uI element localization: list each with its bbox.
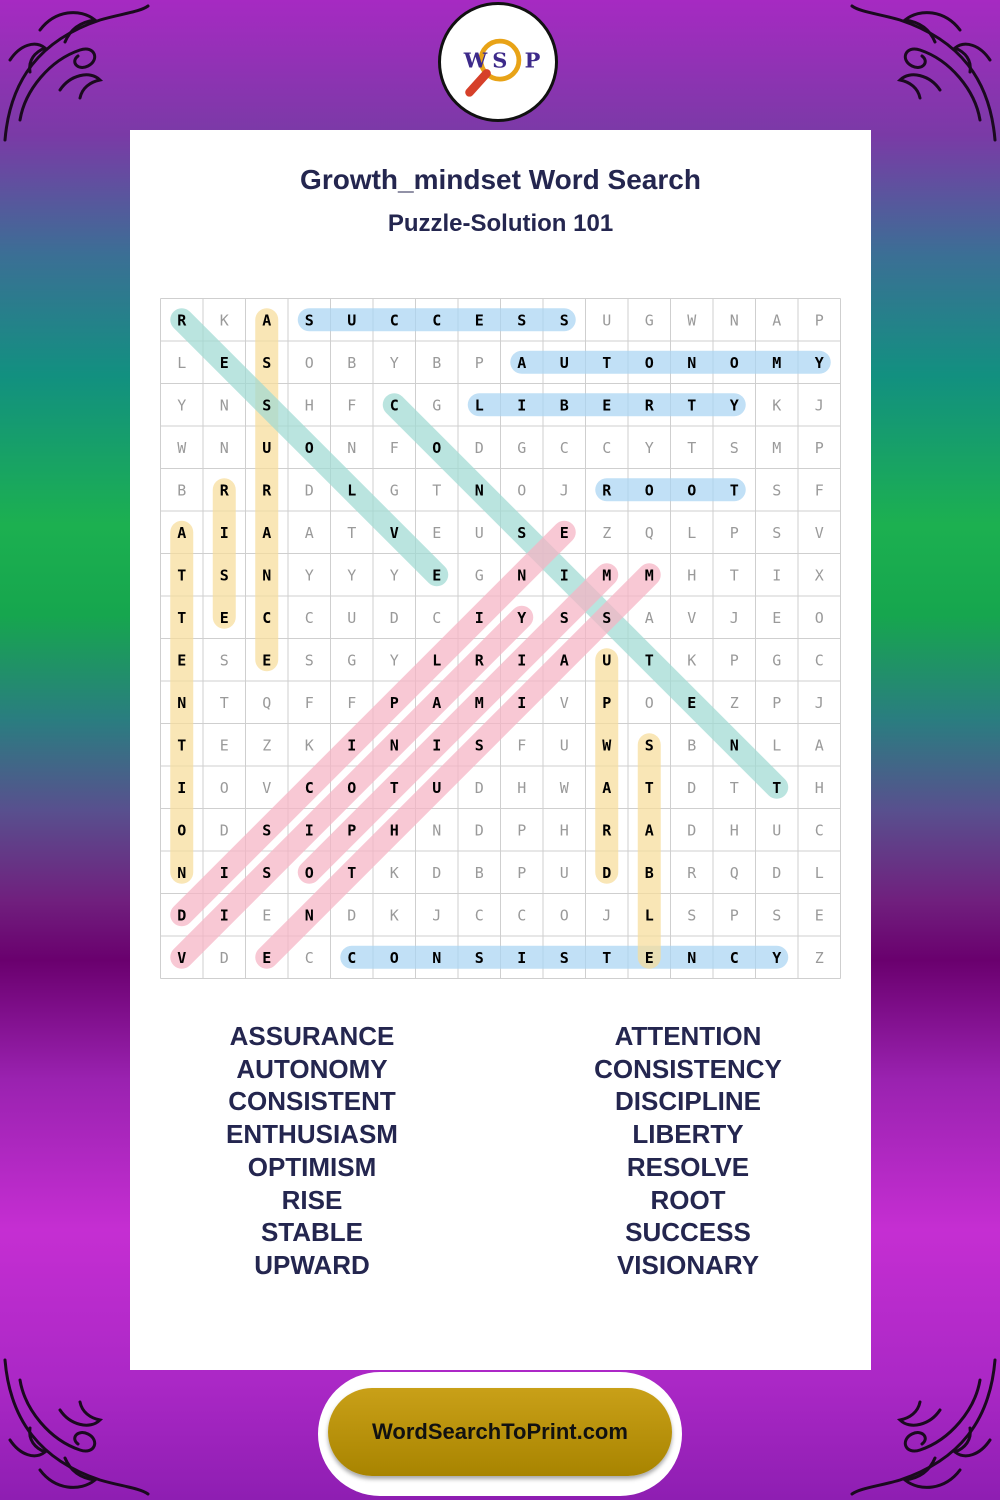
grid-cell-letter[interactable]: O — [559, 906, 569, 925]
grid-cell-letter[interactable]: A — [262, 523, 272, 542]
grid-cell-letter[interactable]: N — [304, 906, 314, 925]
grid-cell-letter[interactable]: R — [262, 481, 272, 500]
grid-cell-letter[interactable]: N — [219, 438, 229, 457]
word-search-grid[interactable] — [160, 298, 841, 979]
grid-cell-letter[interactable]: E — [262, 948, 272, 967]
grid-cell-letter[interactable]: Y — [389, 566, 399, 585]
grid-cell-letter[interactable]: S — [559, 608, 569, 627]
grid-cell-letter[interactable]: D — [602, 863, 612, 882]
grid-cell-letter[interactable]: U — [772, 821, 782, 840]
grid-cell-letter[interactable]: S — [644, 736, 654, 755]
grid-cell-letter[interactable]: N — [432, 948, 442, 967]
grid-cell-letter[interactable]: F — [304, 693, 314, 712]
grid-cell-letter[interactable]: N — [729, 311, 739, 330]
grid-cell-letter[interactable]: V — [389, 523, 399, 542]
grid-cell-letter[interactable]: N — [432, 821, 442, 840]
grid-cell-letter[interactable]: G — [474, 566, 484, 585]
grid-cell-letter[interactable]: T — [177, 608, 187, 627]
grid-cell-letter[interactable]: I — [219, 523, 229, 542]
grid-cell-letter[interactable]: K — [772, 396, 782, 415]
grid-cell-letter[interactable]: P — [772, 693, 782, 712]
word-list-item: OPTIMISM — [247, 1151, 377, 1182]
grid-cell-letter[interactable]: A — [814, 736, 824, 755]
grid-cell-letter[interactable]: C — [262, 608, 272, 627]
grid-cell-letter[interactable]: I — [474, 608, 484, 627]
grid-cell-letter[interactable]: B — [432, 353, 442, 372]
grid-cell-letter[interactable]: S — [729, 438, 739, 457]
grid-cell-letter[interactable]: C — [432, 311, 442, 330]
grid-cell-letter[interactable]: L — [814, 863, 824, 882]
grid-cell-letter[interactable]: F — [347, 396, 357, 415]
grid-cell-letter[interactable]: T — [347, 523, 357, 542]
grid-cell-letter[interactable]: E — [219, 608, 229, 627]
grid-cell-letter[interactable]: U — [602, 651, 612, 670]
grid-cell-letter[interactable]: L — [474, 396, 484, 415]
word-list-item: LIBERTY — [632, 1119, 744, 1150]
grid-cell-letter[interactable]: D — [389, 608, 399, 627]
grid-cell-letter[interactable]: S — [559, 311, 569, 330]
grid-cell-letter[interactable]: Z — [729, 693, 739, 712]
grid-cell-letter[interactable]: R — [644, 396, 654, 415]
grid-cell-letter[interactable]: B — [644, 863, 654, 882]
grid-cell-letter[interactable]: D — [432, 863, 442, 882]
grid-cell-letter[interactable]: T — [729, 566, 739, 585]
grid-cell-letter[interactable]: C — [304, 778, 314, 797]
grid-cell-letter[interactable]: U — [474, 523, 484, 542]
grid-cell-letter[interactable]: U — [559, 863, 569, 882]
grid-cell-letter[interactable]: Q — [644, 523, 654, 542]
grid-cell-letter[interactable]: T — [389, 778, 399, 797]
grid-cell-letter[interactable]: I — [432, 736, 442, 755]
grid-cell-letter[interactable]: O — [644, 353, 654, 372]
grid-cell-letter[interactable]: D — [347, 906, 357, 925]
page-subtitle: Puzzle-Solution 101 — [387, 210, 614, 237]
grid-cell-letter[interactable]: N — [177, 693, 187, 712]
website-link-text: WordSearchToPrint.com — [372, 1419, 628, 1444]
grid-cell-letter[interactable]: C — [729, 948, 739, 967]
grid-cell-letter[interactable]: E — [772, 608, 782, 627]
grid-cell-letter[interactable]: E — [432, 566, 442, 585]
word-list-item: VISIONARY — [616, 1249, 760, 1280]
grid-cell-letter[interactable]: Q — [262, 693, 272, 712]
word-list-item: RESOLVE — [626, 1151, 750, 1182]
corner-ornament-top-right — [850, 0, 1000, 150]
site-logo[interactable] — [438, 2, 558, 122]
grid-cell-letter[interactable]: T — [772, 778, 782, 797]
grid-cell-letter[interactable]: N — [262, 566, 272, 585]
grid-cell-letter[interactable]: E — [687, 693, 697, 712]
grid-cell-letter[interactable]: P — [517, 863, 527, 882]
grid-cell-letter[interactable]: E — [219, 736, 229, 755]
grid-cell-letter[interactable]: C — [517, 906, 527, 925]
grid-cell-letter[interactable]: K — [304, 736, 314, 755]
grid-cell-letter[interactable]: R — [687, 863, 697, 882]
grid-cell-letter[interactable]: R — [602, 821, 612, 840]
grid-cell-letter[interactable]: T — [687, 438, 697, 457]
grid-cell-letter[interactable]: Z — [602, 523, 612, 542]
grid-cell-letter[interactable]: S — [602, 608, 612, 627]
grid-cell-letter[interactable]: A — [644, 608, 654, 627]
grid-cell-letter[interactable]: I — [517, 948, 527, 967]
grid-cell-letter[interactable]: Y — [729, 396, 739, 415]
grid-cell-letter[interactable]: V — [262, 778, 272, 797]
grid-cell-letter[interactable]: D — [219, 948, 229, 967]
grid-cell-letter[interactable]: N — [389, 736, 399, 755]
grid-cell-letter[interactable]: A — [432, 693, 442, 712]
grid-cell-letter[interactable]: Y — [177, 396, 187, 415]
grid-cell-letter[interactable]: N — [219, 396, 229, 415]
grid-cell-letter[interactable]: C — [347, 948, 357, 967]
grid-cell-letter[interactable]: P — [814, 311, 824, 330]
grid-cell-letter[interactable]: P — [517, 821, 527, 840]
corner-ornament-top-left — [0, 0, 150, 150]
corner-ornament-bottom-right — [850, 1350, 1000, 1500]
grid-cell-letter[interactable]: W — [559, 778, 569, 797]
grid-cell-letter[interactable]: T — [432, 481, 442, 500]
grid-cell-letter[interactable]: L — [177, 353, 187, 372]
grid-cell-letter[interactable]: H — [389, 821, 399, 840]
grid-cell-letter[interactable]: E — [814, 906, 824, 925]
grid-cell-letter[interactable]: S — [474, 948, 484, 967]
grid-cell-letter[interactable]: T — [177, 736, 187, 755]
grid-cell-letter[interactable]: S — [687, 906, 697, 925]
grid-cell-letter[interactable]: R — [177, 311, 187, 330]
grid-cell-letter[interactable]: E — [177, 651, 187, 670]
grid-cell-letter[interactable]: T — [644, 778, 654, 797]
grid-cell-letter[interactable]: D — [219, 821, 229, 840]
grid-cell-letter[interactable]: D — [304, 481, 314, 500]
grid-cell-letter[interactable]: N — [687, 353, 697, 372]
grid-cell-letter[interactable]: M — [602, 566, 612, 585]
grid-cell-letter[interactable]: H — [304, 396, 314, 415]
grid-cell-letter[interactable]: A — [559, 651, 569, 670]
grid-cell-letter[interactable]: A — [517, 353, 527, 372]
grid-cell-letter[interactable]: T — [687, 396, 697, 415]
grid-cell-letter[interactable]: A — [772, 311, 782, 330]
grid-cell-letter[interactable]: Y — [389, 353, 399, 372]
grid-cell-letter[interactable]: P — [474, 353, 484, 372]
grid-cell-letter[interactable]: P — [814, 438, 824, 457]
grid-cell-letter[interactable]: H — [559, 821, 569, 840]
grid-cell-letter[interactable]: G — [389, 481, 399, 500]
grid-cell-letter[interactable]: D — [474, 438, 484, 457]
grid-cell-letter[interactable]: C — [559, 438, 569, 457]
grid-cell-letter[interactable]: L — [347, 481, 357, 500]
grid-cell-letter[interactable]: A — [304, 523, 314, 542]
grid-cell-letter[interactable]: D — [474, 778, 484, 797]
grid-cell-letter[interactable]: L — [644, 906, 654, 925]
logo-letter-p: P — [524, 47, 541, 73]
grid-cell-letter[interactable]: E — [644, 948, 654, 967]
grid-cell-letter[interactable]: N — [517, 566, 527, 585]
grid-cell-letter[interactable]: O — [814, 608, 824, 627]
grid-cell-letter[interactable]: Y — [644, 438, 654, 457]
grid-cell-letter[interactable]: S — [304, 311, 314, 330]
grid-cell-letter[interactable]: G — [644, 311, 654, 330]
grid-cell-letter[interactable]: X — [814, 566, 824, 585]
grid-cell-letter[interactable]: V — [814, 523, 824, 542]
logo-letter-w: W — [463, 47, 488, 73]
word-list-item: CONSISTENT — [228, 1086, 396, 1117]
grid-cell-letter[interactable]: L — [772, 736, 782, 755]
grid-cell-letter[interactable]: Y — [772, 948, 782, 967]
grid-cell-letter[interactable]: I — [177, 778, 187, 797]
grid-cell-letter[interactable]: O — [517, 481, 527, 500]
grid-cell-letter[interactable]: O — [304, 863, 314, 882]
grid-cell-letter[interactable]: E — [219, 353, 229, 372]
grid-cell-letter[interactable]: S — [304, 651, 314, 670]
grid-cell-letter[interactable]: M — [644, 566, 654, 585]
word-list-item: AUTONOMY — [236, 1053, 388, 1084]
grid-cell-letter[interactable]: D — [474, 821, 484, 840]
grid-cell-letter[interactable]: C — [304, 948, 314, 967]
grid-cell-letter[interactable]: O — [644, 693, 654, 712]
grid-cell-letter[interactable]: V — [559, 693, 569, 712]
grid-cell-letter[interactable]: A — [177, 523, 187, 542]
grid-cell-letter[interactable]: H — [517, 778, 527, 797]
grid-cell-letter[interactable]: T — [602, 353, 612, 372]
grid-cell-letter[interactable]: E — [262, 651, 272, 670]
grid-cell-letter[interactable]: T — [219, 693, 229, 712]
grid-cell-letter[interactable]: O — [347, 778, 357, 797]
grid-cell-letter[interactable]: E — [559, 523, 569, 542]
grid-cell-letter[interactable]: R — [474, 651, 484, 670]
grid-cell-letter[interactable]: V — [687, 608, 697, 627]
grid-cell-letter[interactable]: S — [517, 523, 527, 542]
grid-cell-letter[interactable]: C — [602, 438, 612, 457]
grid-cell-letter[interactable]: P — [729, 651, 739, 670]
grid-cell-letter[interactable]: O — [304, 353, 314, 372]
grid-cell-letter[interactable]: J — [432, 906, 442, 925]
grid-cell-letter[interactable]: C — [814, 651, 824, 670]
grid-cell-letter[interactable]: C — [814, 821, 824, 840]
grid-cell-letter[interactable]: S — [219, 651, 229, 670]
grid-cell-letter[interactable]: Y — [347, 566, 357, 585]
grid-cell-letter[interactable]: E — [262, 906, 272, 925]
word-list-item: ASSURANCE — [229, 1021, 395, 1051]
grid-cell-letter[interactable]: S — [262, 353, 272, 372]
grid-cell-letter[interactable]: O — [687, 481, 697, 500]
grid-cell-letter[interactable]: M — [474, 693, 484, 712]
grid-cell-letter[interactable]: M — [772, 438, 782, 457]
grid-cell-letter[interactable]: J — [814, 693, 824, 712]
grid-cell-letter[interactable]: G — [517, 438, 527, 457]
grid-cell-letter[interactable]: U — [602, 311, 612, 330]
grid-cell-letter[interactable]: K — [687, 651, 697, 670]
grid-cell-letter[interactable]: T — [729, 778, 739, 797]
grid-cell-letter[interactable]: O — [177, 821, 187, 840]
grid-cell-letter[interactable]: P — [602, 693, 612, 712]
grid-cell-letter[interactable]: N — [177, 863, 187, 882]
grid-cell-letter[interactable]: U — [347, 311, 357, 330]
grid-cell-letter[interactable]: D — [687, 821, 697, 840]
grid-cell-letter[interactable]: O — [729, 353, 739, 372]
grid-cell-letter[interactable]: I — [517, 396, 527, 415]
grid-cell-letter[interactable]: A — [602, 778, 612, 797]
grid-cell-letter[interactable]: S — [772, 906, 782, 925]
grid-cell-letter[interactable]: G — [347, 651, 357, 670]
corner-ornament-bottom-left — [0, 1350, 150, 1500]
grid-cell-letter[interactable]: L — [432, 651, 442, 670]
grid-cell-letter[interactable]: S — [219, 566, 229, 585]
grid-cell-letter[interactable]: S — [517, 311, 527, 330]
grid-cell-letter[interactable]: A — [644, 821, 654, 840]
grid-cell-letter[interactable]: F — [347, 693, 357, 712]
grid-cell-letter[interactable]: S — [262, 863, 272, 882]
grid-cell-letter[interactable]: N — [687, 948, 697, 967]
grid-cell-letter[interactable]: T — [602, 948, 612, 967]
grid-cell-letter[interactable]: I — [772, 566, 782, 585]
grid-cell-letter[interactable]: Z — [814, 948, 824, 967]
grid-cell-letter[interactable]: J — [729, 608, 739, 627]
grid-cell-letter[interactable]: C — [304, 608, 314, 627]
grid-cell-letter[interactable]: T — [177, 566, 187, 585]
word-list-item: UPWARD — [254, 1249, 370, 1280]
grid-cell-letter[interactable]: F — [389, 438, 399, 457]
grid-cell-letter[interactable]: H — [687, 566, 697, 585]
grid-cell-letter[interactable]: I — [347, 736, 357, 755]
grid-cell-letter[interactable]: E — [474, 311, 484, 330]
grid-cell-letter[interactable]: C — [432, 608, 442, 627]
grid-cell-letter[interactable]: K — [219, 311, 229, 330]
grid-cell-letter[interactable]: Y — [304, 566, 314, 585]
grid-cell-letter[interactable]: T — [347, 863, 357, 882]
word-list-item: ENTHUSIASM — [226, 1119, 398, 1150]
grid-cell-letter[interactable]: E — [432, 523, 442, 542]
grid-cell-letter[interactable]: R — [219, 481, 229, 500]
grid-cell-letter[interactable]: U — [262, 438, 272, 457]
logo-letter-s: S — [492, 47, 508, 73]
grid-cell-letter[interactable]: U — [559, 353, 569, 372]
grid-cell-letter[interactable]: L — [687, 523, 697, 542]
grid-cell-letter[interactable]: S — [262, 396, 272, 415]
word-list-item: CONSISTENCY — [594, 1053, 782, 1084]
grid-cell-letter[interactable]: B — [474, 863, 484, 882]
grid-cell-letter[interactable]: W — [687, 311, 697, 330]
footer-badge — [318, 1372, 682, 1496]
grid-cell-letter[interactable]: F — [814, 481, 824, 500]
grid-cell-letter[interactable]: Q — [729, 863, 739, 882]
grid-cell-letter[interactable]: P — [729, 906, 739, 925]
grid-cell-letter[interactable]: G — [772, 651, 782, 670]
grid-cell-letter[interactable]: B — [177, 481, 187, 500]
grid-cell-letter[interactable]: V — [177, 948, 187, 967]
grid-cell-letter[interactable]: B — [687, 736, 697, 755]
grid-cell-letter[interactable]: O — [644, 481, 654, 500]
grid-cell-letter[interactable]: C — [474, 906, 484, 925]
grid-cell-letter[interactable]: U — [347, 608, 357, 627]
website-link-button[interactable] — [328, 1388, 672, 1476]
grid-cell-letter[interactable]: S — [474, 736, 484, 755]
word-list-item: ROOT — [650, 1184, 726, 1215]
grid-cell-letter[interactable]: M — [772, 353, 782, 372]
grid-cell-letter[interactable]: E — [602, 396, 612, 415]
grid-cell-letter[interactable]: S — [772, 481, 782, 500]
grid-cell-letter[interactable]: O — [389, 948, 399, 967]
grid-cell-letter[interactable]: I — [219, 863, 229, 882]
grid-cell-letter[interactable]: J — [602, 906, 612, 925]
grid-cell-letter[interactable]: P — [389, 693, 399, 712]
grid-cell-letter[interactable]: W — [177, 438, 187, 457]
grid-cell-letter[interactable]: T — [729, 481, 739, 500]
word-list-item: DISCIPLINE — [615, 1086, 761, 1117]
grid-cell-letter[interactable]: I — [517, 693, 527, 712]
grid-cell-letter[interactable]: Z — [262, 736, 272, 755]
grid-cell-letter[interactable]: H — [729, 821, 739, 840]
grid-cell-letter[interactable]: P — [729, 523, 739, 542]
grid-cell-letter[interactable]: I — [559, 566, 569, 585]
grid-cell-letter[interactable]: O — [304, 438, 314, 457]
grid-cell-letter[interactable]: I — [304, 821, 314, 840]
grid-cell-letter[interactable]: J — [559, 481, 569, 500]
grid-cell-letter[interactable]: R — [602, 481, 612, 500]
word-list-item: STABLE — [260, 1217, 364, 1248]
grid-cell-letter[interactable]: Y — [814, 353, 824, 372]
grid-cell-letter[interactable]: Y — [517, 608, 527, 627]
word-list-left — [162, 1020, 462, 1282]
grid-cell-letter[interactable]: O — [219, 778, 229, 797]
grid-cell-letter[interactable]: C — [389, 311, 399, 330]
word-list-item: RISE — [281, 1184, 343, 1215]
grid-cell-letter[interactable]: F — [517, 736, 527, 755]
grid-cell-letter[interactable]: P — [347, 821, 357, 840]
grid-cell-letter[interactable]: W — [602, 736, 612, 755]
grid-cell-letter[interactable]: G — [432, 396, 442, 415]
grid-cell-letter[interactable]: A — [262, 311, 272, 330]
page-title: Growth_mindset Word Search — [300, 164, 701, 195]
grid-cell-letter[interactable]: Y — [389, 651, 399, 670]
grid-cell-letter[interactable]: U — [432, 778, 442, 797]
grid-cell-letter[interactable]: U — [559, 736, 569, 755]
grid-cell-letter[interactable]: I — [517, 651, 527, 670]
grid-cell-letter[interactable]: N — [474, 481, 484, 500]
grid-cell-letter[interactable]: K — [389, 863, 399, 882]
word-list-right — [538, 1020, 838, 1282]
grid-cell-letter[interactable]: K — [389, 906, 399, 925]
grid-cell-letter[interactable]: T — [644, 651, 654, 670]
grid-cell-letter[interactable]: S — [559, 948, 569, 967]
grid-cell-letter[interactable]: J — [814, 396, 824, 415]
grid-cell-letter[interactable]: D — [687, 778, 697, 797]
word-list-item: ATTENTION — [614, 1021, 762, 1051]
grid-cell-letter[interactable]: I — [219, 906, 229, 925]
grid-cell-letter[interactable]: B — [559, 396, 569, 415]
grid-cell-letter[interactable]: O — [432, 438, 442, 457]
word-list-item: SUCCESS — [625, 1217, 751, 1248]
grid-cell-letter[interactable]: H — [814, 778, 824, 797]
grid-cell-letter[interactable]: B — [347, 353, 357, 372]
grid-cell-letter[interactable]: D — [177, 906, 187, 925]
grid-cell-letter[interactable]: N — [347, 438, 357, 457]
grid-cell-letter[interactable]: D — [772, 863, 782, 882]
grid-cell-letter[interactable]: C — [389, 396, 399, 415]
grid-cell-letter[interactable]: S — [772, 523, 782, 542]
grid-cell-letter[interactable]: S — [262, 821, 272, 840]
grid-cell-letter[interactable]: N — [729, 736, 739, 755]
